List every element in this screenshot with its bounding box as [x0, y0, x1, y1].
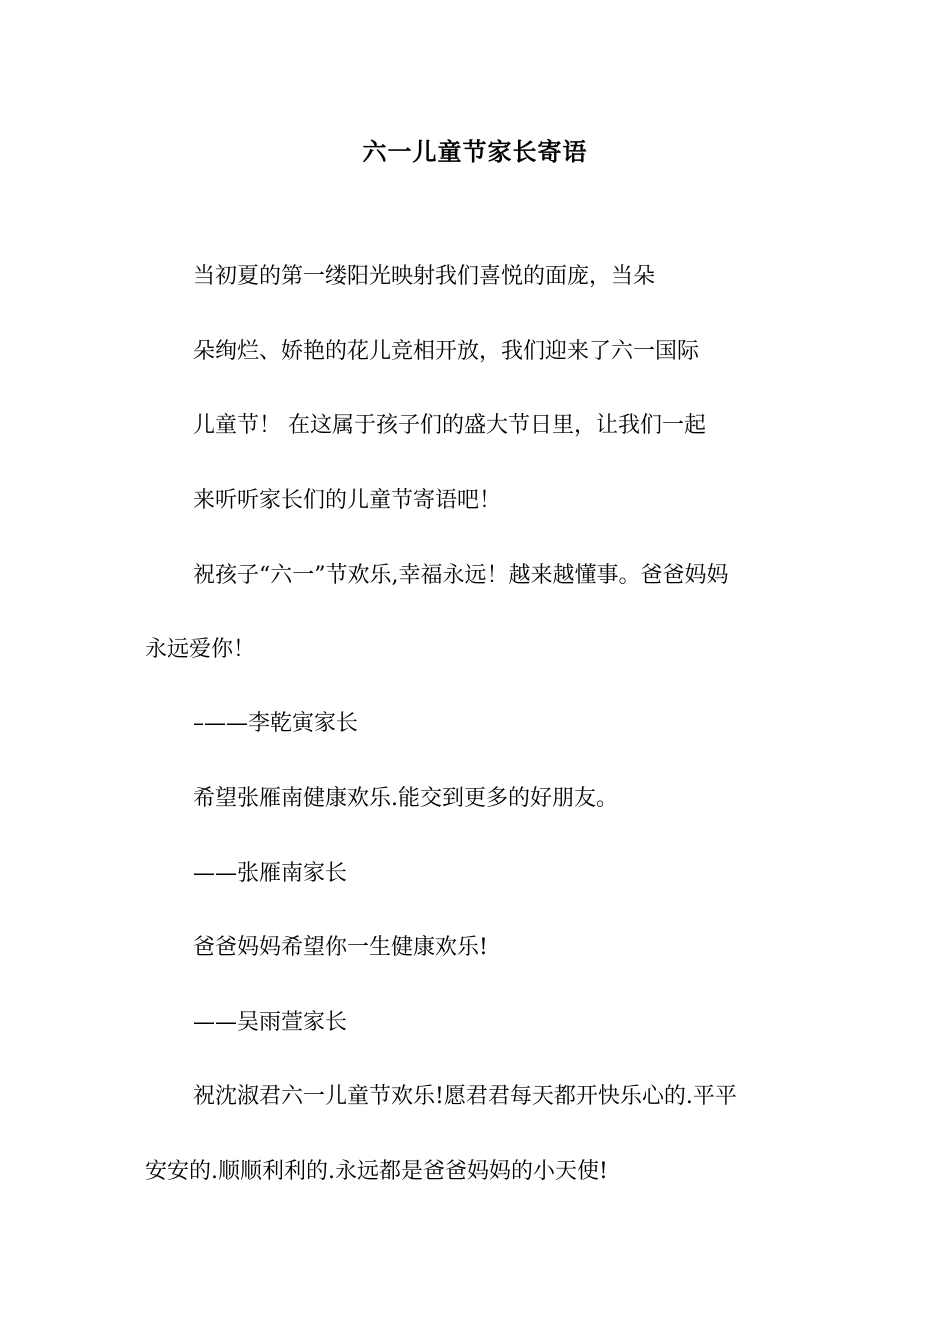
paragraph-line: 朵绚烂、娇艳的花儿竞相开放，我们迎来了六一国际: [193, 339, 700, 364]
paragraph-line: 祝沈淑君六一儿童节欢乐!愿君君每天都开快乐心的.平平: [193, 1084, 737, 1109]
paragraph-line: 安安的.顺顺利利的.永远都是爸爸妈妈的小天使!: [145, 1159, 608, 1184]
signature-line: –——李乾寅家长: [193, 711, 359, 736]
paragraph-line: 永远爱你！: [145, 637, 256, 662]
paragraph-line: 当初夏的第一缕阳光映射我们喜悦的面庞，当朵: [193, 264, 656, 289]
paragraph-line: 祝孩子“六一”节欢乐,幸福永远！越来越懂事。爸爸妈妈: [193, 563, 729, 588]
paragraph-line: 爸爸妈妈希望你一生健康欢乐!: [193, 935, 488, 960]
paragraph-line: 希望张雁南健康欢乐.能交到更多的好朋友。: [193, 786, 618, 811]
signature-line: ——张雁南家长: [193, 861, 348, 886]
document-title: 六一儿童节家长寄语: [362, 137, 588, 166]
signature-line: ——吴雨萱家长: [193, 1010, 348, 1035]
paragraph-line: 儿童节！ 在这属于孩子们的盛大节日里，让我们一起: [193, 413, 706, 438]
paragraph-line: 来听听家长们的儿童节寄语吧！: [193, 488, 502, 513]
